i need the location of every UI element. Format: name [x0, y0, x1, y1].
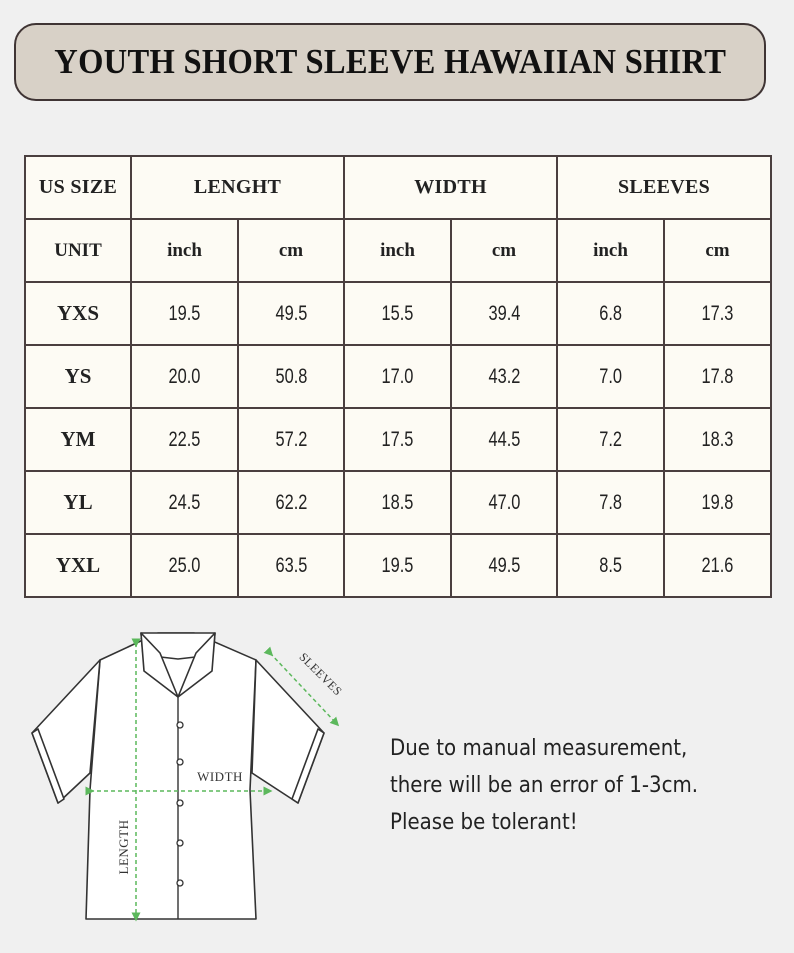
- table-row: [25, 534, 771, 597]
- table-cell: [557, 534, 664, 597]
- cell-value: 19.8: [701, 490, 734, 514]
- size-label: YXS: [25, 282, 131, 345]
- table-cell: [238, 408, 344, 471]
- table-row: [25, 345, 771, 408]
- table-cell: [238, 471, 344, 534]
- table-cell: [557, 471, 664, 534]
- cell-value: 17.0: [381, 364, 414, 388]
- measurement-note: [390, 730, 746, 841]
- cell-value: 39.4: [488, 301, 520, 325]
- unit-cell: inch: [131, 219, 238, 282]
- unit-cell: cm: [451, 219, 557, 282]
- cell-value: 17.3: [701, 301, 734, 325]
- table-cell: [557, 282, 664, 345]
- table-cell: [131, 408, 238, 471]
- size-label: YM: [25, 408, 131, 471]
- table-cell: [557, 345, 664, 408]
- cell-value: 8.5: [599, 553, 622, 577]
- table-header-row: [25, 156, 771, 219]
- sleeves-label: SLEEVES: [296, 649, 346, 699]
- table-cell: [344, 534, 451, 597]
- cell-value: 49.5: [275, 301, 307, 325]
- table-cell: [131, 534, 238, 597]
- cell-value: 62.2: [275, 490, 307, 514]
- table-row: [25, 282, 771, 345]
- cell-value: 20.0: [168, 364, 201, 388]
- table-cell: [238, 534, 344, 597]
- page-title: YOUTH SHORT SLEEVE HAWAIIAN SHIRT: [54, 42, 726, 81]
- cell-value: 7.8: [599, 490, 622, 514]
- table-cell: [664, 282, 771, 345]
- unit-cell: cm: [664, 219, 771, 282]
- size-label: YXL: [25, 534, 131, 597]
- table-cell: [238, 345, 344, 408]
- cell-value: 19.5: [168, 301, 201, 325]
- cell-value: 47.0: [488, 490, 520, 514]
- table-cell: [131, 282, 238, 345]
- table-row: [25, 408, 771, 471]
- table-cell: [451, 408, 557, 471]
- unit-cell: inch: [344, 219, 451, 282]
- title-banner: [14, 23, 766, 101]
- cell-value: 57.2: [275, 427, 307, 451]
- cell-value: 15.5: [381, 301, 414, 325]
- cell-value: 17.8: [701, 364, 734, 388]
- table-cell: [238, 282, 344, 345]
- table-cell: [664, 345, 771, 408]
- cell-value: 7.0: [599, 364, 622, 388]
- table-cell: [557, 408, 664, 471]
- size-label: YL: [25, 471, 131, 534]
- note-line: Please be tolerant!: [390, 810, 578, 835]
- table-cell: [451, 282, 557, 345]
- cell-value: 43.2: [488, 364, 520, 388]
- table-cell: [131, 345, 238, 408]
- cell-value: 50.8: [275, 364, 307, 388]
- cell-value: 21.6: [701, 553, 734, 577]
- cell-value: 24.5: [168, 490, 201, 514]
- table-unit-row: [25, 219, 771, 282]
- size-label: YS: [25, 345, 131, 408]
- table-cell: [344, 282, 451, 345]
- cell-value: 22.5: [168, 427, 201, 451]
- note-line: there will be an error of 1-3cm.: [390, 773, 699, 798]
- table-cell: [451, 534, 557, 597]
- unit-cell: inch: [557, 219, 664, 282]
- width-label: WIDTH: [197, 769, 243, 784]
- unit-cell: cm: [238, 219, 344, 282]
- header-length: LENGHT: [131, 156, 344, 219]
- table-cell: [664, 534, 771, 597]
- cell-value: 19.5: [381, 553, 414, 577]
- unit-label: UNIT: [25, 219, 131, 282]
- table-cell: [344, 471, 451, 534]
- size-chart-table: [24, 155, 772, 598]
- table-cell: [451, 471, 557, 534]
- cell-value: 6.8: [599, 301, 622, 325]
- table-cell: [344, 408, 451, 471]
- header-us-size: US SIZE: [25, 156, 131, 219]
- shirt-diagram: [28, 625, 358, 925]
- cell-value: 7.2: [599, 427, 622, 451]
- table-row: [25, 471, 771, 534]
- table-cell: [344, 345, 451, 408]
- cell-value: 25.0: [168, 553, 201, 577]
- cell-value: 49.5: [488, 553, 520, 577]
- cell-value: 63.5: [275, 553, 307, 577]
- length-label: LENGTH: [116, 819, 131, 875]
- cell-value: 18.5: [381, 490, 414, 514]
- cell-value: 17.5: [381, 427, 414, 451]
- header-width: WIDTH: [344, 156, 557, 219]
- table-cell: [131, 471, 238, 534]
- header-sleeves: SLEEVES: [557, 156, 771, 219]
- note-line: Due to manual measurement,: [390, 736, 688, 761]
- cell-value: 18.3: [701, 427, 734, 451]
- cell-value: 44.5: [488, 427, 520, 451]
- table-cell: [451, 345, 557, 408]
- table-cell: [664, 471, 771, 534]
- table-cell: [664, 408, 771, 471]
